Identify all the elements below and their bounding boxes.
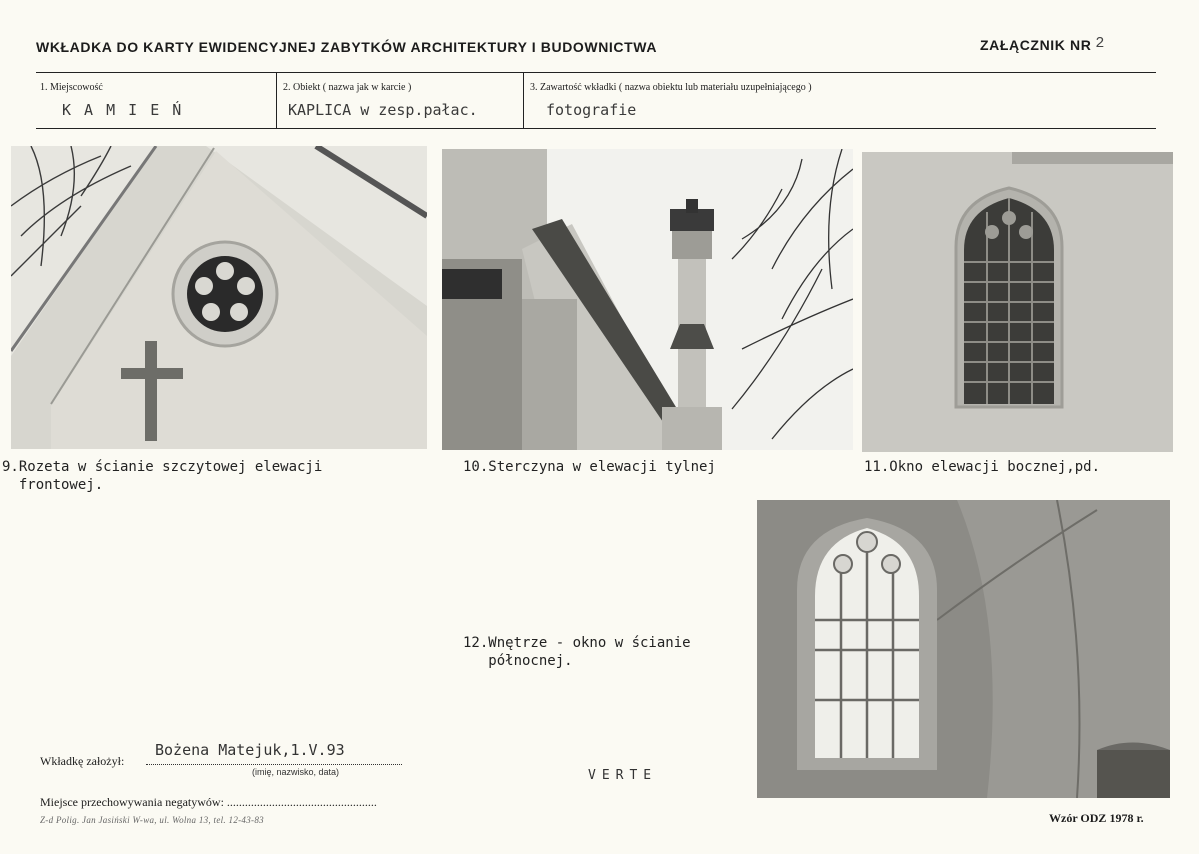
attachment-number: 2 xyxy=(1095,35,1106,52)
caption-photo-11: 11.Okno elewacji bocznej,pd. xyxy=(864,459,1101,475)
attachment-label xyxy=(980,37,1105,55)
field-value-object: KAPLICA w zesp.pałac. xyxy=(288,101,478,119)
form-title: WKŁADKA DO KARTY EWIDENCYJNEJ ZABYTKÓW ARCHITEKTURY I BUDOWNICTWA xyxy=(36,39,658,55)
interior-window-photo-icon xyxy=(757,500,1170,798)
caption-photo-12: 12.Wnętrze - okno w ścianie północnej. xyxy=(463,635,691,669)
field-value-location: K A M I E Ń xyxy=(62,101,184,119)
side-window-photo-icon xyxy=(862,152,1173,452)
photo-pinnacle xyxy=(442,149,853,450)
caption-photo-10: 10.Sterczyna w elewacji tylnej xyxy=(463,459,716,475)
field-value-content: fotografie xyxy=(546,101,637,119)
photo-side-window xyxy=(862,152,1173,452)
pinnacle-photo-icon xyxy=(442,149,853,450)
verte-label: VERTE xyxy=(588,768,658,783)
attachment-label-text: ZAŁĄCZNIK NR xyxy=(980,37,1092,53)
header-rule-bottom xyxy=(36,128,1156,129)
field-divider-1 xyxy=(276,72,277,129)
caption-photo-9: 9.Rozeta w ścianie szczytowej elewacji frontowej. xyxy=(2,459,323,493)
header-rule-top xyxy=(36,72,1156,73)
template-label: Wzór ODZ 1978 r. xyxy=(1049,811,1144,825)
photo-interior-window xyxy=(757,500,1170,798)
field-divider-2 xyxy=(523,72,524,129)
printer-imprint: Z-d Polig. Jan Jasiński W-wa, ul. Wolna 13, tel. 12-43-83 xyxy=(40,815,264,825)
founder-hint: (imię, nazwisko, data) xyxy=(252,767,340,777)
founder-label: Wkładkę założył: xyxy=(40,754,125,768)
field-label-content: 3. Zawartość wkładki ( nazwa obiektu lub materiału uzupełniającego ) xyxy=(530,82,812,93)
field-label-location: 1. Miejscowość xyxy=(40,82,103,93)
gable-rose-window-photo-icon xyxy=(11,146,427,449)
photo-rose-window xyxy=(11,146,427,449)
negatives-location-label: Miejsce przechowywania negatywów: .................................................. xyxy=(40,795,377,809)
field-label-object: 2. Obiekt ( nazwa jak w karcie ) xyxy=(283,82,412,93)
founder-value: Bożena Matejuk,1.V.93 xyxy=(155,741,345,759)
